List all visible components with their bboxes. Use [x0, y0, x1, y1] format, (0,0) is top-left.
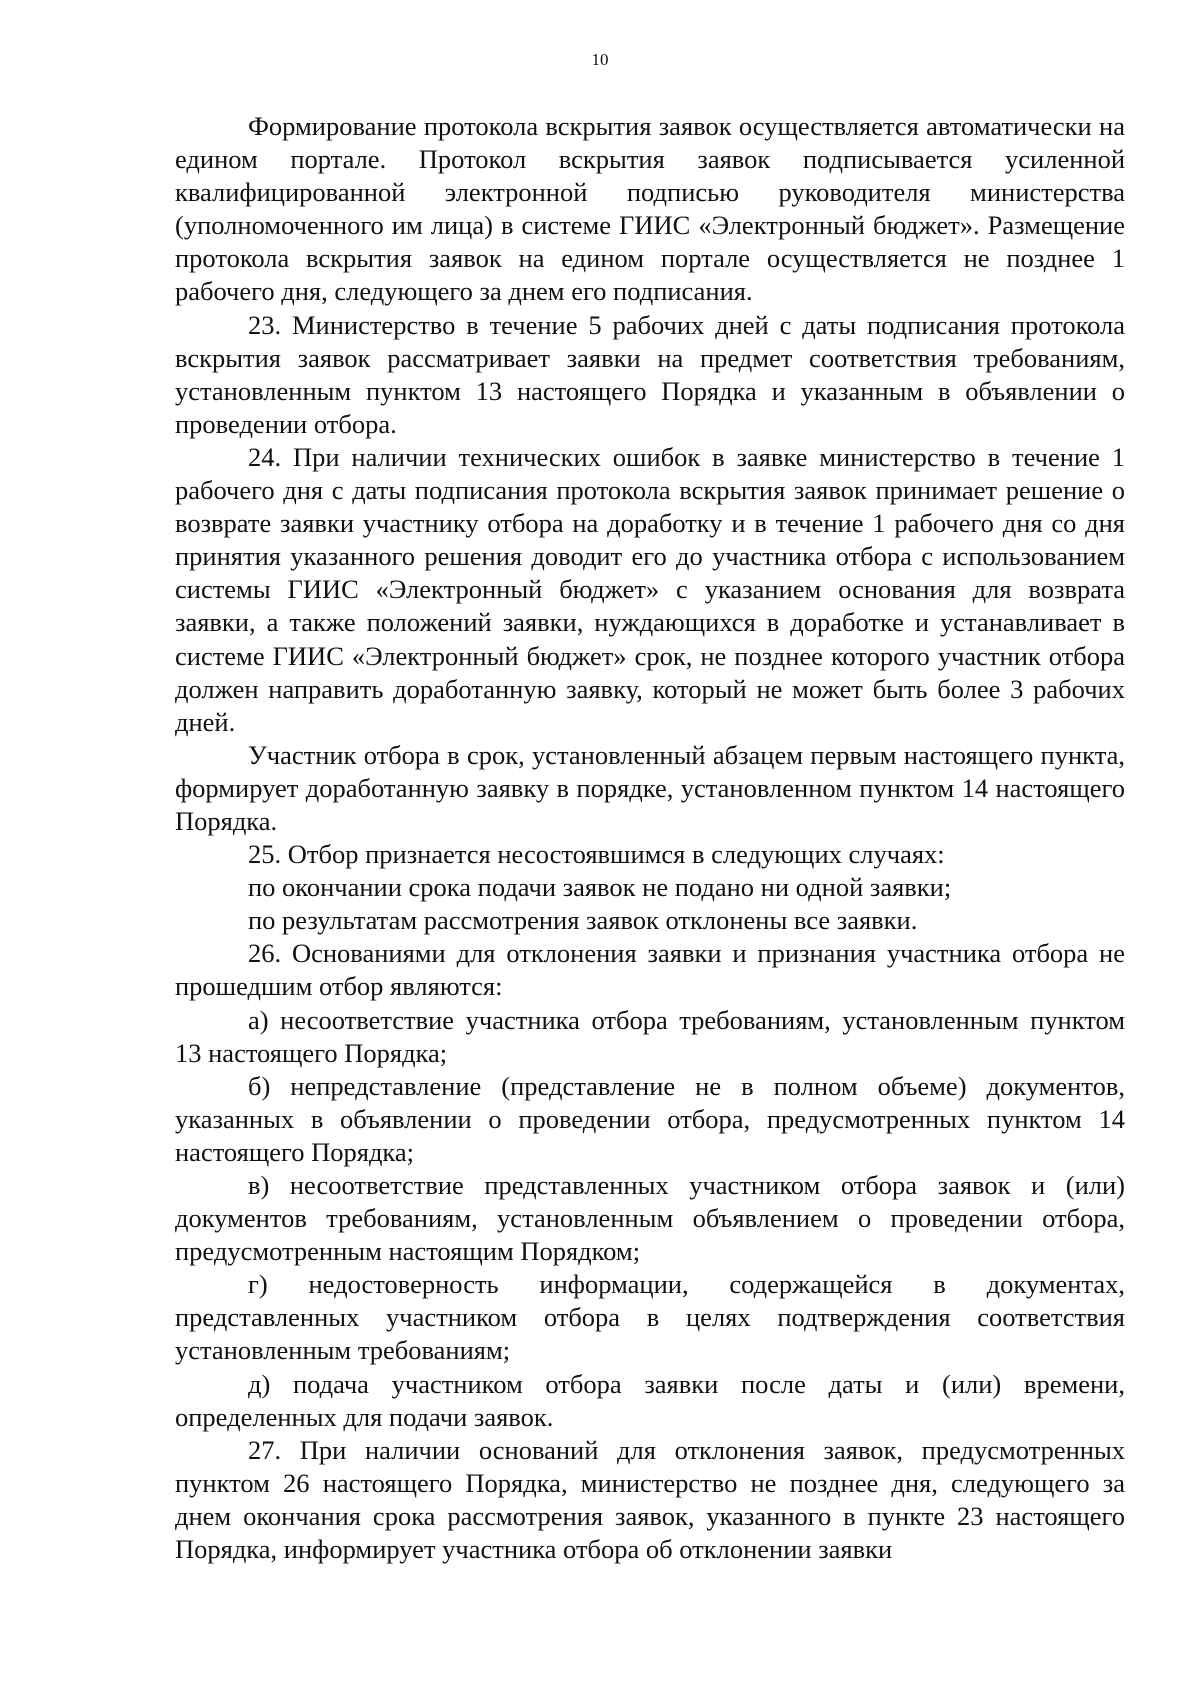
paragraph-item-26-v: в) несоответствие представленных участником отбора заявок и (или) документов требованиям, установленным объявлением о проведении отбора, предусмотренным настоящим Порядком; — [175, 1170, 1125, 1267]
paragraph-item-23: 23. Министерство в течение 5 рабочих дней с даты подписания протокола вскрытия заявок рассматривает заявки на предмет соответствия требованиям, установленным пунктом 13 настоящего Порядка и указанным в объявлении о проведении отбора. — [175, 309, 1125, 439]
paragraph-item-27: 27. При наличии оснований для отклонения заявок, предусмотренных пунктом 26 настоящего Порядка, министерство не позднее дня, следующего за днем окончания срока рассмотрения заявок, указанного в пункте 23 настоящего Порядка, информирует участника отбора об отклонении заявки — [175, 1434, 1125, 1565]
document-body — [175, 110, 1125, 1566]
paragraph-item-26-b: б) непредставление (представление не в полном объеме) документов, указанных в объявлении о проведении отбора, предусмотренных пунктом 14 настоящего Порядка; — [175, 1070, 1125, 1167]
paragraph-item-26: 26. Основаниями для отклонения заявки и признания участника отбора не прошедшим отбор являются: — [175, 938, 1125, 1002]
paragraph-item-25-case-2: по результатам рассмотрения заявок отклонены все заявки. — [248, 905, 918, 936]
page-number: 10 — [591, 50, 609, 69]
paragraph-protocol-formation: Формирование протокола вскрытия заявок осуществляется автоматически на едином портале. Протокол вскрытия заявок подписывается усиленной квалифицированной электронной подписью руководителя министерства (уполномоченного им лица) в системе ГИИС «Электронный бюджет». Размещение протокола вскрытия заявок на едином портале осуществляется не позднее 1 рабочего дня, следующего за днем его подписания. — [175, 111, 1125, 307]
paragraph-item-26-a: а) несоответствие участника отбора требованиям, установленным пунктом 13 настоящего Порядка; — [175, 1004, 1125, 1068]
paragraph-item-25-case-1: по окончании срока подачи заявок не подано ни одной заявки; — [248, 872, 952, 903]
paragraph-item-25: 25. Отбор признается несостоявшимся в следующих случаях: — [248, 839, 945, 870]
paragraph-item-24: 24. При наличии технических ошибок в заявке министерство в течение 1 рабочего дня с даты подписания протокола вскрытия заявок принимает решение о возврате заявки участнику отбора на доработку и в течение 1 рабочего дня со дня принятия указанного решения доводит его до участника отбора с использованием системы ГИИС «Электронный бюджет» с указанием основания для возврата заявки, а также положений заявки, нуждающихся в доработке и устанавливает в системе ГИИС «Электронный бюджет» срок, не позднее которого участник отбора должен направить доработанную заявку, который не может быть более 3 рабочих дней. — [175, 441, 1125, 737]
paragraph-item-26-g: г) недостоверность информации, содержащейся в документах, представленных участником отбора в целях подтверждения соответствия установленным требованиям; — [175, 1269, 1125, 1366]
paragraph-item-26-d: д) подача участником отбора заявки после даты и (или) времени, определенных для подачи заявок. — [175, 1368, 1125, 1432]
paragraph-item-24-participant: Участник отбора в срок, установленный абзацем первым настоящего пункта, формирует доработанную заявку в порядке, установленном пунктом 14 настоящего Порядка. — [175, 739, 1125, 836]
